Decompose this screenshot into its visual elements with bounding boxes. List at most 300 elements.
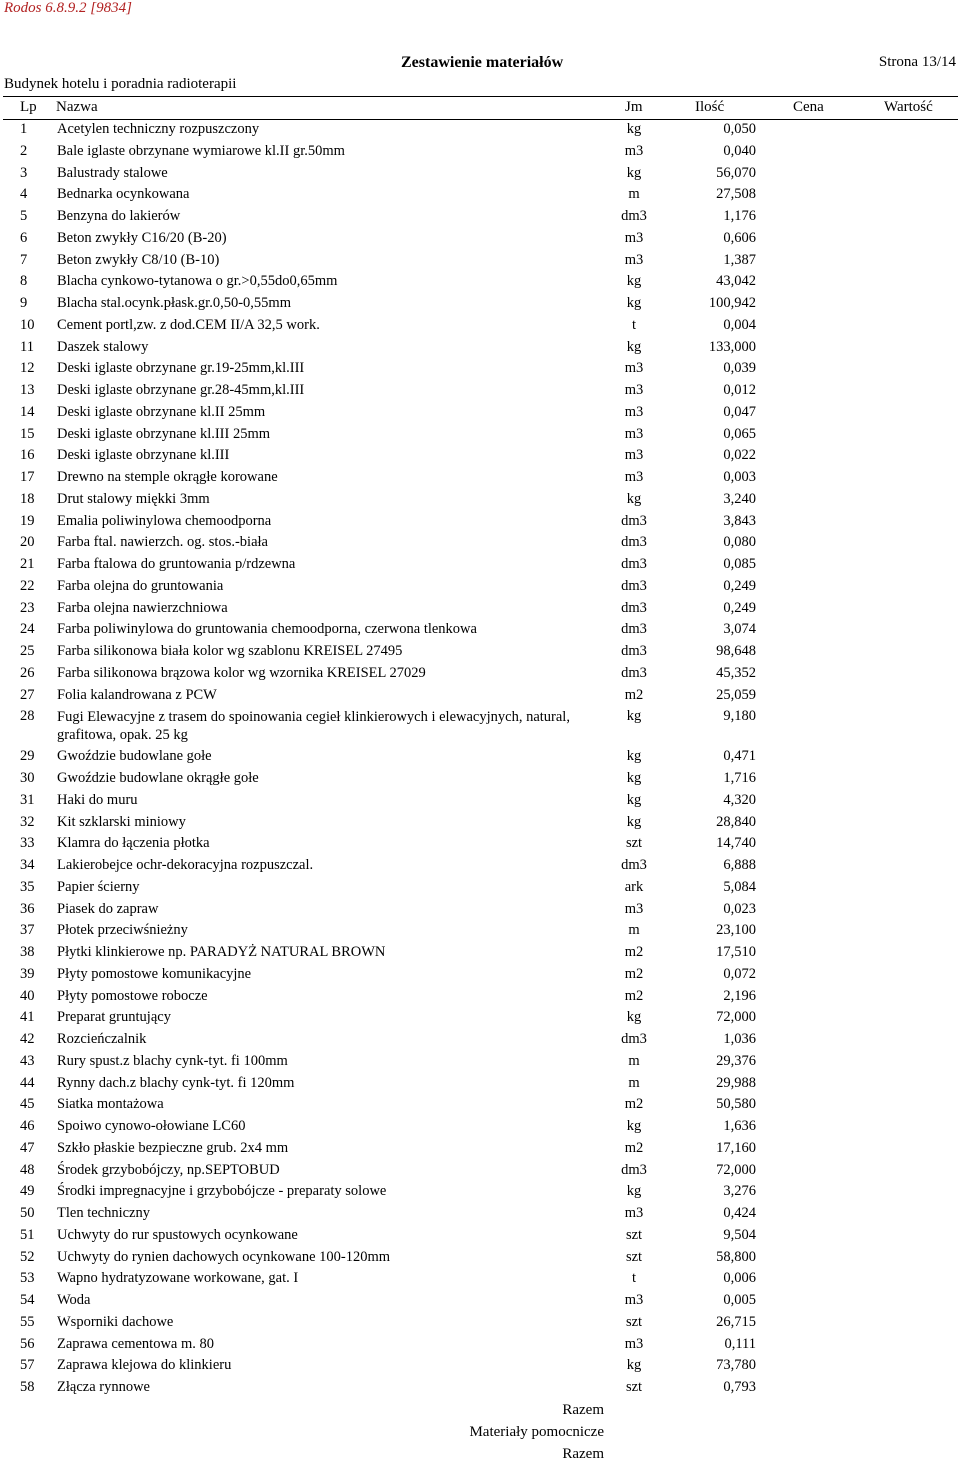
table-row: [0, 943, 960, 965]
row-lp: 19: [20, 512, 35, 529]
row-unit: m3: [624, 1292, 644, 1308]
footer-razem-1: Razem: [562, 1402, 604, 1418]
row-unit: m3: [624, 1205, 644, 1221]
row-lp: 8: [20, 273, 28, 290]
row-name: Preparat gruntujący: [57, 1009, 171, 1026]
row-lp: 14: [20, 403, 35, 420]
table-row: [0, 1291, 960, 1313]
table-row: [0, 921, 960, 943]
row-qty: 2,196: [723, 987, 756, 1004]
row-name: Deski iglaste obrzynane kl.III: [57, 447, 230, 464]
row-unit: dm3: [621, 534, 647, 551]
table-row: [0, 1052, 960, 1074]
row-lp: 55: [20, 1313, 35, 1330]
row-unit: kg: [626, 813, 642, 830]
row-name: Zaprawa cementowa m. 80: [57, 1335, 215, 1352]
row-name: Beton zwykły C16/20 (B-20): [57, 229, 227, 246]
table-row: [0, 686, 960, 708]
table-row: [0, 664, 960, 686]
row-qty: 28,840: [716, 813, 756, 830]
row-unit: m2: [624, 944, 644, 960]
row-name: Farba poliwinylowa do gruntowania chemoodporna, czerwona tlenkowa: [57, 621, 477, 638]
row-name: Gwoździe budowlane okrągłe gołe: [57, 770, 259, 786]
table-row: [0, 381, 960, 403]
row-unit: m: [628, 922, 640, 939]
row-name: Daszek stalowy: [57, 338, 149, 355]
row-lp: 12: [20, 360, 35, 377]
row-unit: kg: [626, 295, 642, 311]
row-qty: 0,006: [723, 1270, 756, 1287]
row-name: Acetylen techniczny rozpuszczony: [57, 121, 260, 137]
row-lp: 13: [20, 382, 35, 398]
row-unit: m: [628, 1052, 640, 1069]
row-qty: 0,004: [723, 316, 756, 333]
row-name: Płyty pomostowe komunikacyjne: [57, 965, 252, 982]
header-nazwa: Nazwa: [56, 99, 98, 115]
row-unit: kg: [626, 791, 642, 808]
row-lp: 38: [20, 944, 35, 960]
table-header: [3, 96, 958, 120]
row-unit: dm3: [621, 664, 647, 681]
row-unit: dm3: [621, 643, 647, 659]
table-row: [0, 1117, 960, 1139]
row-lp: 48: [20, 1161, 35, 1178]
table-row: [0, 577, 960, 599]
row-unit: kg: [626, 748, 642, 765]
row-qty: 0,072: [723, 965, 756, 982]
row-qty: 17,160: [716, 1139, 756, 1156]
row-lp: 31: [20, 791, 35, 808]
row-name: Blacha stal.ocynk.płask.gr.0,50-0,55mm: [57, 295, 291, 311]
project-name: Budynek hotelu i poradnia radioterapii: [4, 76, 237, 92]
row-lp: 32: [20, 813, 35, 830]
row-name: Uchwyty do rynien dachowych ocynkowane 100-120mm: [57, 1248, 391, 1265]
row-lp: 17: [20, 469, 35, 485]
table-row: [0, 1226, 960, 1248]
row-unit: m3: [624, 425, 644, 442]
row-qty: 3,074: [723, 621, 756, 638]
header-ilosc: Ilość: [695, 99, 725, 115]
row-name: Farba silikonowa biała kolor wg szablonu KREISEL 27495: [57, 643, 403, 659]
row-qty: 1,636: [723, 1118, 756, 1134]
row-unit: m3: [624, 1335, 644, 1352]
row-name: Papier ścierny: [57, 878, 140, 895]
row-qty: 17,510: [716, 944, 756, 960]
table-row: [0, 1161, 960, 1183]
row-lp: 3: [20, 164, 28, 181]
row-name: Wapno hydratyzowane workowane, gat. I: [57, 1270, 299, 1287]
app-version-label: Rodos 6.8.9.2 [9834]: [4, 0, 132, 16]
row-name: Emalia poliwinylowa chemoodporna: [57, 512, 272, 529]
row-name: Zaprawa klejowa do klinkieru: [57, 1357, 232, 1374]
row-unit: dm3: [621, 577, 647, 594]
row-lp: 46: [20, 1118, 35, 1134]
table-row: [0, 446, 960, 468]
row-qty: 0,471: [723, 748, 756, 765]
row-qty: 58,800: [716, 1248, 756, 1265]
row-lp: 25: [20, 643, 35, 659]
row-qty: 0,085: [723, 556, 756, 572]
row-lp: 54: [20, 1292, 35, 1308]
row-qty: 0,111: [724, 1335, 756, 1352]
row-name: Farba ftal. nawierzch. og. stos.-biała: [57, 534, 268, 551]
table-row: [0, 359, 960, 381]
row-name: Bednarka ocynkowana: [57, 186, 190, 203]
table-row: [0, 813, 960, 835]
table-row: [0, 856, 960, 878]
row-qty: 56,070: [716, 164, 756, 181]
table-row: [0, 468, 960, 490]
row-name: Farba olejna nawierzchniowa: [57, 599, 228, 616]
row-lp: 26: [20, 664, 35, 681]
row-lp: 11: [20, 338, 34, 355]
row-qty: 73,780: [716, 1357, 756, 1374]
row-name: Środek grzybobójczy, np.SEPTOBUD: [57, 1161, 280, 1178]
table-row: [0, 1074, 960, 1096]
row-name: Rury spust.z blachy cynk-tyt. fi 100mm: [57, 1052, 288, 1069]
row-lp: 36: [20, 900, 35, 917]
row-name: Lakierobejce ochr-dekoracyjna rozpuszczal.: [57, 857, 314, 873]
row-lp: 29: [20, 748, 35, 765]
row-qty: 27,508: [716, 186, 756, 203]
row-name: Klamra do łączenia płotka: [57, 835, 210, 852]
row-qty: 0,039: [723, 360, 756, 377]
row-lp: 37: [20, 922, 35, 939]
row-lp: 40: [20, 987, 35, 1004]
row-qty: 5,084: [723, 878, 756, 895]
row-name: Gwoździe budowlane gołe: [57, 748, 212, 765]
row-unit: t: [631, 316, 637, 333]
row-name: Tlen techniczny: [57, 1205, 150, 1221]
row-unit: szt: [625, 1226, 643, 1243]
row-name: Uchwyty do rur spustowych ocynkowane: [57, 1226, 298, 1243]
row-unit: m2: [624, 965, 644, 982]
row-qty: 0,606: [723, 229, 756, 246]
row-qty: 133,000: [708, 338, 756, 355]
table-row: [0, 1204, 960, 1226]
row-name: Środki impregnacyjne i grzybobójcze - preparaty solowe: [57, 1183, 387, 1200]
table-row: [0, 1248, 960, 1270]
row-lp: 9: [20, 295, 28, 311]
row-qty: 1,387: [723, 251, 756, 268]
row-name: Deski iglaste obrzynane kl.II 25mm: [57, 403, 266, 420]
row-qty: 1,176: [723, 208, 756, 224]
row-qty: 14,740: [716, 835, 756, 852]
table-row: [0, 251, 960, 273]
row-unit: szt: [625, 1248, 643, 1265]
row-name: Płotek przeciwśnieżny: [57, 922, 188, 939]
row-qty: 26,715: [716, 1313, 756, 1330]
page-number: Strona 13/14: [878, 54, 956, 70]
table-row: [0, 229, 960, 251]
row-unit: m3: [624, 251, 644, 268]
row-lp: 49: [20, 1183, 35, 1200]
row-lp: 28: [20, 708, 35, 725]
row-lp: 6: [20, 229, 28, 246]
table-row: [0, 878, 960, 900]
row-unit: dm3: [621, 599, 647, 616]
row-qty: 0,012: [723, 382, 756, 398]
table-row: [0, 272, 960, 294]
row-name: Farba silikonowa brązowa kolor wg wzornika KREISEL 27029: [57, 664, 426, 681]
row-qty: 29,376: [716, 1052, 756, 1069]
row-lp: 20: [20, 534, 35, 551]
row-qty: 0,022: [723, 447, 756, 464]
row-qty: 100,942: [708, 295, 756, 311]
row-lp: 50: [20, 1205, 35, 1221]
row-qty: 72,000: [716, 1161, 756, 1178]
table-row: [0, 1095, 960, 1117]
row-name: Siatka montażowa: [57, 1096, 164, 1113]
row-qty: 72,000: [716, 1009, 756, 1026]
row-unit: m3: [624, 229, 644, 246]
page-title: Zestawienie materiałów: [401, 54, 564, 71]
row-lp: 2: [20, 142, 28, 159]
row-unit: m3: [624, 900, 644, 917]
row-lp: 21: [20, 556, 35, 572]
row-lp: 24: [20, 621, 35, 638]
row-unit: kg: [626, 1357, 642, 1374]
row-unit: kg: [626, 164, 642, 181]
row-name: Deski iglaste obrzynane gr.28-45mm,kl.III: [57, 382, 305, 398]
row-unit: m2: [624, 1096, 644, 1113]
row-qty: 50,580: [716, 1096, 756, 1113]
table-row: [0, 1269, 960, 1291]
row-unit: dm3: [621, 621, 647, 638]
header-lp: Lp: [20, 99, 37, 115]
row-name: Deski iglaste obrzynane gr.19-25mm,kl.III: [57, 360, 305, 377]
row-unit: dm3: [621, 857, 647, 873]
table-row: [0, 599, 960, 621]
row-lp: 42: [20, 1031, 35, 1047]
table-row: [0, 316, 960, 338]
table-row: [0, 1008, 960, 1030]
row-name: Folia kalandrowana z PCW: [57, 686, 217, 703]
row-unit: m2: [624, 686, 644, 703]
row-lp: 53: [20, 1270, 35, 1287]
table-row: [0, 512, 960, 534]
row-lp: 58: [20, 1379, 35, 1395]
row-unit: kg: [626, 770, 642, 786]
footer-razem-2: Razem: [562, 1446, 604, 1462]
row-qty: 0,424: [723, 1205, 756, 1221]
footer-materialy-pomocnicze: Materiały pomocnicze: [469, 1424, 604, 1440]
row-name: Rynny dach.z blachy cynk-tyt. fi 120mm: [57, 1074, 295, 1091]
table-row: [0, 207, 960, 229]
row-qty: 0,249: [723, 577, 756, 594]
table-row: [0, 142, 960, 164]
row-name: Płyty pomostowe robocze: [57, 987, 208, 1004]
row-qty: 43,042: [716, 273, 756, 290]
row-name: Deski iglaste obrzynane kl.III 25mm: [57, 425, 271, 442]
table-row: [0, 1335, 960, 1357]
row-name: Benzyna do lakierów: [57, 208, 181, 224]
row-lp: 5: [20, 208, 28, 224]
table-row: [0, 1030, 960, 1052]
row-name: Cement portl,zw. z dod.CEM II/A 32,5 work.: [57, 316, 320, 333]
row-name: Szkło płaskie bezpieczne grub. 2x4 mm: [57, 1139, 289, 1156]
row-qty: 0,023: [723, 900, 756, 917]
row-name: Rozcieńczalnik: [57, 1031, 147, 1047]
row-lp: 56: [20, 1335, 35, 1352]
row-unit: kg: [626, 1183, 642, 1200]
row-name: Blacha cynkowo-tytanowa o gr.>0,55do0,65mm: [57, 273, 338, 290]
row-lp: 16: [20, 447, 35, 464]
row-lp: 35: [20, 878, 35, 895]
row-unit: szt: [625, 1313, 643, 1330]
row-unit: m2: [624, 987, 644, 1004]
row-unit: kg: [626, 338, 642, 355]
table-row: [0, 185, 960, 207]
table-row: [0, 490, 960, 512]
row-qty: 25,059: [716, 686, 756, 703]
row-qty: 9,504: [723, 1226, 756, 1243]
row-lp: 1: [20, 121, 28, 137]
row-unit: kg: [626, 1009, 642, 1026]
row-qty: 6,888: [723, 857, 756, 873]
row-lp: 27: [20, 686, 35, 703]
row-lp: 44: [20, 1074, 35, 1091]
row-name: Piasek do zapraw: [57, 900, 159, 917]
row-qty: 0,065: [723, 425, 756, 442]
row-name: Balustrady stalowe: [57, 164, 168, 181]
row-lp: 41: [20, 1009, 35, 1026]
row-qty: 0,793: [723, 1379, 756, 1395]
row-unit: m2: [624, 1139, 644, 1156]
row-name: Farba ftalowa do gruntowania p/rdzewna: [57, 556, 296, 572]
row-unit: dm3: [621, 1161, 647, 1178]
row-lp: 30: [20, 770, 35, 786]
row-qty: 0,050: [723, 121, 756, 137]
row-unit: dm3: [621, 512, 647, 529]
table-row: [0, 555, 960, 577]
row-unit: m3: [624, 403, 644, 420]
row-qty: 1,716: [723, 770, 756, 786]
table-row: [0, 791, 960, 813]
row-name: Kit szklarski miniowy: [57, 813, 186, 830]
row-qty: 45,352: [716, 664, 756, 681]
row-qty: 0,249: [723, 599, 756, 616]
row-unit: dm3: [621, 1031, 647, 1047]
table-row: [0, 900, 960, 922]
table-row: [0, 642, 960, 664]
row-qty: 98,648: [716, 643, 756, 659]
header-jm: Jm: [625, 99, 643, 115]
row-unit: dm3: [621, 556, 647, 572]
row-name: Spoiwo cynowo-ołowiane LC60: [57, 1118, 246, 1134]
table-row: [0, 620, 960, 642]
row-lp: 33: [20, 835, 35, 852]
row-unit: m3: [624, 469, 644, 485]
row-name: Drewno na stemple okrągłe korowane: [57, 469, 278, 485]
row-qty: 9,180: [723, 708, 756, 725]
row-name: Płytki klinkierowe np. PARADYŻ NATURAL BROWN: [57, 944, 386, 960]
row-lp: 23: [20, 599, 35, 616]
row-lp: 34: [20, 857, 35, 873]
row-unit: m3: [624, 360, 644, 377]
table-row: [0, 987, 960, 1009]
row-name: Wsporniki dachowe: [57, 1313, 174, 1330]
row-qty: 0,040: [723, 142, 756, 159]
table-row: [0, 533, 960, 555]
row-name: Fugi Elewacyjne z trasem do spoinowania cegieł klinkierowych i elewacyjnych, natural, grafitowa, opak. 25 kg: [57, 709, 570, 744]
row-unit: kg: [626, 490, 642, 507]
row-name: Beton zwykły C8/10 (B-10): [57, 251, 220, 268]
table-row: [0, 1378, 960, 1400]
row-lp: 51: [20, 1226, 35, 1243]
row-name: Haki do muru: [57, 791, 138, 808]
row-qty: 3,240: [723, 490, 756, 507]
row-name: Złącza rynnowe: [57, 1379, 150, 1395]
row-qty: 1,036: [723, 1031, 756, 1047]
table-row: [0, 164, 960, 186]
row-name: Woda: [57, 1292, 91, 1308]
table-row: [0, 1313, 960, 1335]
table-row: [0, 769, 960, 791]
row-unit: m3: [624, 382, 644, 398]
row-unit: m3: [624, 447, 644, 464]
row-unit: dm3: [621, 208, 647, 224]
row-lp: 15: [20, 425, 35, 442]
header-cena: Cena: [793, 99, 824, 115]
table-row: [0, 1139, 960, 1161]
row-lp: 22: [20, 577, 35, 594]
row-qty: 0,080: [723, 534, 756, 551]
table-row: [0, 747, 960, 769]
row-name: Farba olejna do gruntowania: [57, 577, 224, 594]
row-unit: m: [628, 186, 640, 203]
row-qty: 3,276: [723, 1183, 756, 1200]
row-unit: kg: [626, 1118, 642, 1134]
row-unit: szt: [625, 835, 643, 852]
table-row: [0, 403, 960, 425]
row-qty: 0,005: [723, 1292, 756, 1308]
table-row: [0, 1182, 960, 1204]
row-lp: 57: [20, 1357, 35, 1374]
table-row: [0, 425, 960, 447]
table-row: [0, 294, 960, 316]
row-qty: 29,988: [716, 1074, 756, 1091]
row-qty: 4,320: [723, 791, 756, 808]
row-unit: kg: [626, 708, 642, 725]
row-qty: 0,047: [723, 403, 756, 420]
row-qty: 23,100: [716, 922, 756, 939]
row-lp: 52: [20, 1248, 35, 1265]
row-unit: t: [631, 1270, 637, 1287]
row-unit: m: [628, 1074, 640, 1091]
row-unit: kg: [626, 273, 642, 290]
row-unit: ark: [624, 878, 644, 895]
table-row: [0, 965, 960, 987]
row-lp: 18: [20, 490, 35, 507]
row-unit: kg: [626, 121, 642, 137]
table-row: [0, 707, 960, 747]
table-row: [0, 338, 960, 360]
header-wartosc: Wartość: [884, 99, 933, 115]
table-row: [0, 120, 960, 142]
row-lp: 45: [20, 1096, 35, 1113]
row-lp: 10: [20, 316, 35, 333]
table-row: [0, 834, 960, 856]
row-lp: 47: [20, 1139, 35, 1156]
row-qty: 0,003: [723, 469, 756, 485]
row-name: Bale iglaste obrzynane wymiarowe kl.II gr.50mm: [57, 142, 345, 159]
row-unit: m3: [624, 142, 644, 159]
row-lp: 4: [20, 186, 28, 203]
row-lp: 43: [20, 1052, 35, 1069]
row-qty: 3,843: [723, 512, 756, 529]
row-name: Drut stalowy miękki 3mm: [57, 490, 210, 507]
